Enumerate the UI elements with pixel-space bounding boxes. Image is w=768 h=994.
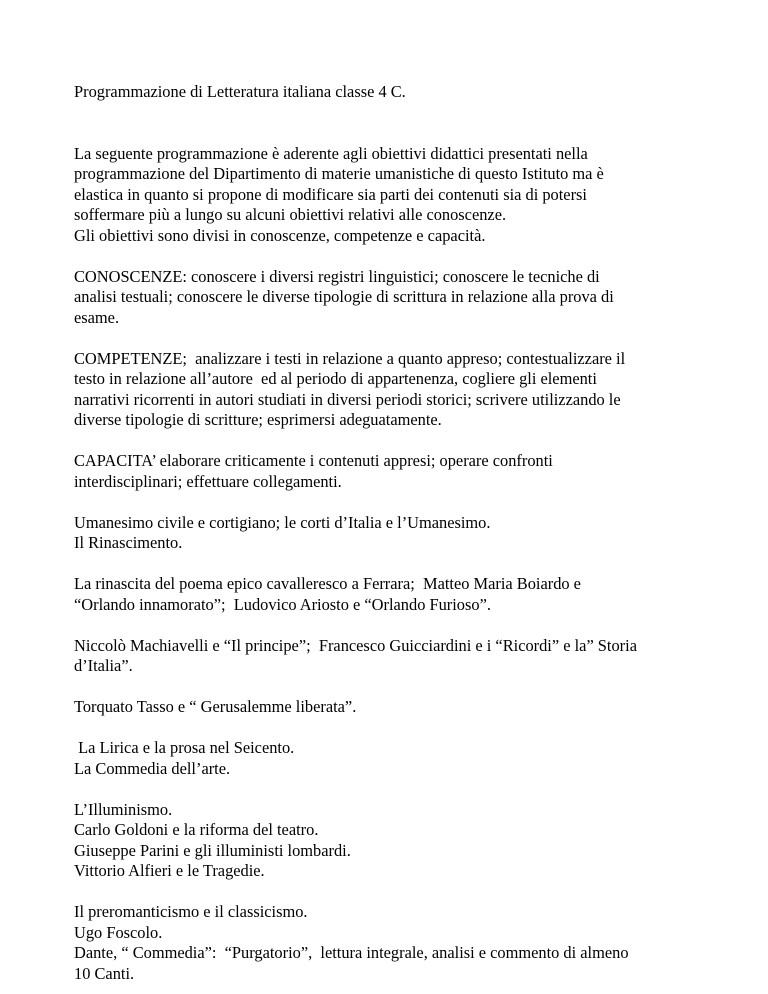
text-line: Carlo Goldoni e la riforma del teatro. [74,820,319,839]
text-line: Umanesimo civile e cortigiano; le corti d’Italia e l’Umanesimo. [74,512,491,532]
text-line: Il preromanticismo e il classicismo. [74,902,308,921]
tasso-paragraph: Torquato Tasso e “ Gerusalemme liberata”. [74,697,357,716]
document-title: Programmazione di Letteratura italiana classe 4 C. [74,82,406,101]
text-line: Ugo Foscolo. [74,922,163,942]
text-line: “Orlando innamorato”; Ludovico Ariosto e “Orlando Furioso”. [74,594,491,614]
document-page [74,82,734,984]
text-line: Dante, “ Commedia”: “Purgatorio”, lettura integrale, analisi e commento di almeno [74,943,629,962]
text-line: analisi testuali; conoscere le diverse tipologie di scrittura in relazione alla prova di [74,287,614,306]
text-line: esame. [74,307,120,327]
text-line: CONOSCENZE: conoscere i diversi registri linguistici; conoscere le tecniche di [74,266,600,286]
text-line: CAPACITA’ elaborare criticamente i contenuti appresi; operare confronti [74,451,553,470]
text-line: La seguente programmazione è aderente agli obiettivi didattici presentati nella [74,143,588,163]
text-line: soffermare più a lungo su alcuni obiettivi relativi alle conoscenze. [74,205,507,224]
intro-paragraph [74,144,734,247]
text-line: La Lirica e la prosa nel Seicento. [74,738,295,757]
text-line: programmazione del Dipartimento di materie umanistiche di questo Istituto ma è [74,164,604,183]
conoscenze-paragraph [74,267,734,329]
text-line: Il Rinascimento. [74,533,183,552]
capacita-paragraph [74,451,734,492]
text-line: Giuseppe Parini e gli illuministi lombardi. [74,840,351,860]
text-line: 10 Canti. [74,963,135,983]
text-line: d’Italia”. [74,656,133,675]
text-line: L’Illuminismo. [74,799,173,819]
text-line: Vittorio Alfieri e le Tragedie. [74,861,265,880]
umanesimo-paragraph [74,513,734,554]
text-line: diverse tipologie di scritture; esprimersi adeguatamente. [74,410,442,429]
text-line: interdisciplinari; effettuare collegamenti. [74,471,342,491]
text-line: testo in relazione all’autore ed al periodo di appartenenza, cogliere gli elementi [74,369,597,388]
text-line: Gli obiettivi sono divisi in conoscenze, competenze e capacità. [74,225,486,245]
poema-paragraph [74,574,734,615]
text-line: elastica in quanto si propone di modificare sia parti dei contenuti sia di potersi [74,184,587,204]
competenze-paragraph [74,349,734,431]
machiavelli-paragraph [74,636,734,677]
text-line: Niccolò Machiavelli e “Il principe”; Francesco Guicciardini e i “Ricordi” e la” Storia [74,635,637,655]
text-line: La rinascita del poema epico cavalleresco a Ferrara; Matteo Maria Boiardo e [74,574,581,593]
illuminismo-paragraph [74,800,734,882]
text-line: La Commedia dell’arte. [74,758,231,778]
seicento-paragraph [74,738,734,779]
text-line: narrativi ricorrenti in autori studiati in diversi periodi storici; scrivere utilizzando le [74,389,621,409]
text-line: COMPETENZE; analizzare i testi in relazione a quanto appreso; contestualizzare il [74,348,626,368]
preromanticismo-paragraph [74,902,734,984]
